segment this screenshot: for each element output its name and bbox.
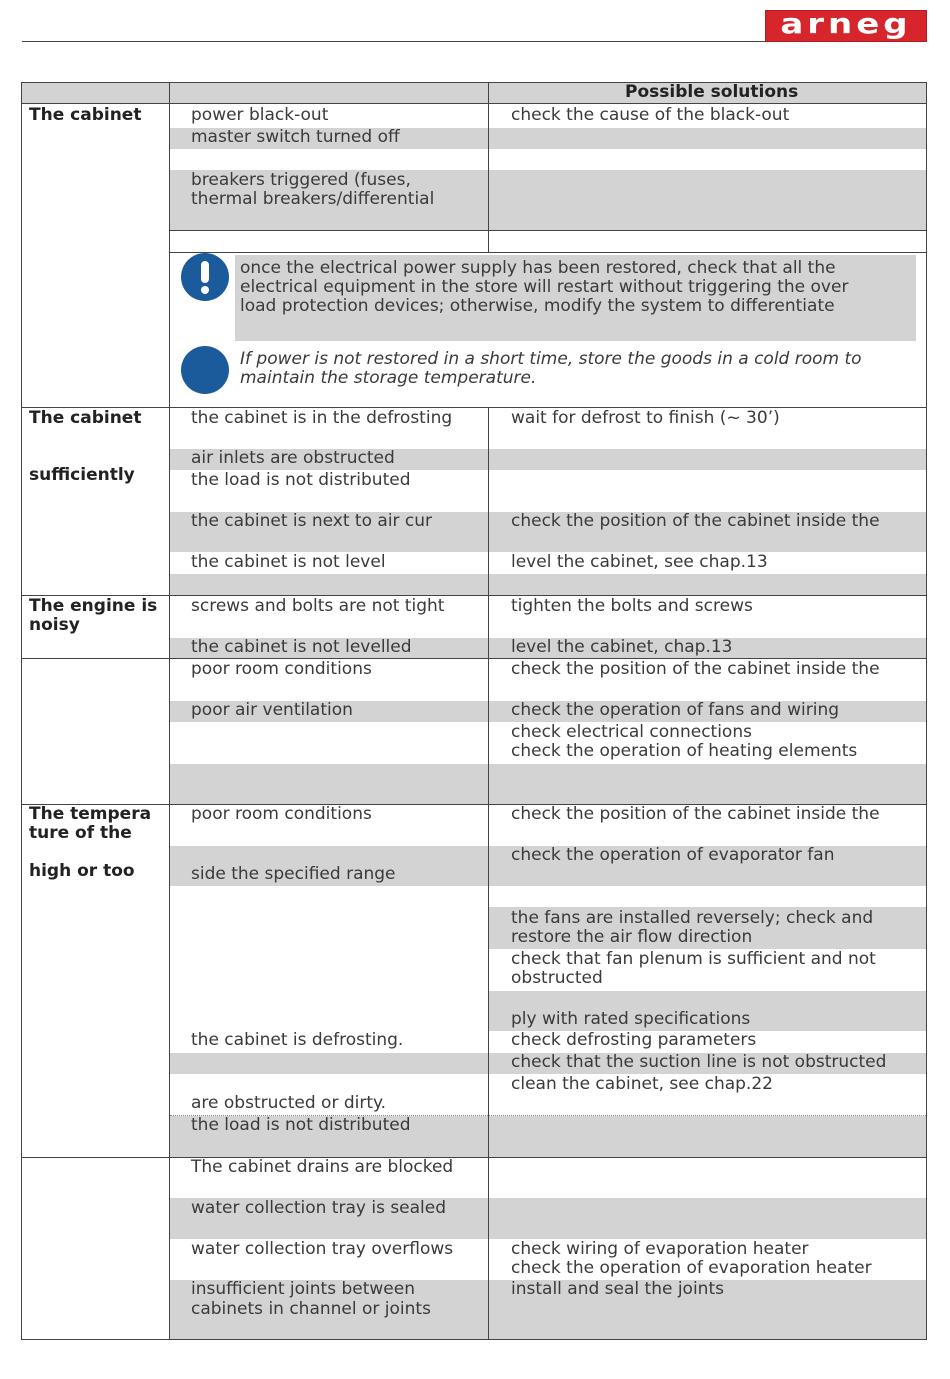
cause-text: the cabinet is not levelled bbox=[191, 637, 412, 657]
brand-logo: arneg bbox=[765, 10, 927, 42]
cause-text: the cabinet is defrosting. bbox=[191, 1030, 404, 1050]
solution-text: check that the suction line is not obstructed bbox=[511, 1052, 887, 1072]
solution-text: check the position of the cabinet inside the bbox=[511, 804, 880, 824]
solution-text: check that fan plenum is sufficient and not bbox=[511, 949, 876, 969]
solution-text: check the operation of fans and wiring bbox=[511, 700, 840, 720]
solution-text: check the operation of evaporation heater bbox=[511, 1258, 872, 1278]
warning-text: once the electrical power supply has been restored, check that all the bbox=[240, 258, 836, 278]
cause-text: master switch turned off bbox=[191, 127, 400, 147]
cause-text: the cabinet is in the defrosting bbox=[191, 408, 453, 428]
cause-text: poor room conditions bbox=[191, 659, 372, 679]
cause-text: thermal breakers/differential bbox=[191, 189, 435, 209]
header-rule bbox=[22, 41, 765, 42]
solution-text: install and seal the joints bbox=[511, 1279, 724, 1299]
problem-label: The cabinet bbox=[29, 105, 142, 125]
cause-text: insufficient joints between bbox=[191, 1279, 415, 1299]
solution-text: restore the air flow direction bbox=[511, 927, 753, 947]
cause-text: The cabinet drains are blocked bbox=[191, 1157, 454, 1177]
problem-label: noisy bbox=[29, 615, 80, 635]
cause-text: breakers triggered (fuses, bbox=[191, 170, 411, 190]
cause-text: screws and bolts are not tight bbox=[191, 596, 445, 616]
cause-text: side the specified range bbox=[191, 864, 396, 884]
solution-text: check the cause of the black-out bbox=[511, 105, 790, 125]
solution-text: check the position of the cabinet inside the bbox=[511, 511, 880, 531]
solution-text: check the position of the cabinet inside the bbox=[511, 659, 880, 679]
cause-text: cabinets in channel or joints bbox=[191, 1299, 431, 1319]
solution-text: check wiring of evaporation heater bbox=[511, 1239, 809, 1259]
problem-label: sufficiently bbox=[29, 465, 135, 485]
solution-text: tighten the bolts and screws bbox=[511, 596, 753, 616]
solution-text: level the cabinet, see chap.13 bbox=[511, 552, 768, 572]
warning-text: load protection devices; otherwise, modify the system to differentiate bbox=[240, 296, 835, 316]
info-circle-icon bbox=[181, 346, 229, 394]
solution-text: check the operation of heating elements bbox=[511, 741, 858, 761]
solution-text: wait for defrost to finish (~ 30’) bbox=[511, 408, 780, 428]
solution-text: check the operation of evaporator fan bbox=[511, 845, 835, 865]
cause-text: the cabinet is not level bbox=[191, 552, 386, 572]
note-text: maintain the storage temperature. bbox=[240, 368, 537, 388]
warning-text: electrical equipment in the store will restart without triggering the over bbox=[240, 277, 849, 297]
cause-text: poor room conditions bbox=[191, 804, 372, 824]
cause-text: air inlets are obstructed bbox=[191, 448, 395, 468]
problem-label: The tempera bbox=[29, 804, 152, 824]
problem-label: high or too bbox=[29, 861, 135, 881]
cause-text: water collection tray is sealed bbox=[191, 1198, 447, 1218]
warning-exclamation-icon bbox=[181, 253, 229, 301]
solution-text: clean the cabinet, see chap.22 bbox=[511, 1074, 773, 1094]
problem-label: The engine is bbox=[29, 596, 158, 616]
cause-text: power black-out bbox=[191, 105, 329, 125]
solution-text: ply with rated specifications bbox=[511, 1009, 751, 1029]
cause-text: poor air ventilation bbox=[191, 700, 353, 720]
problem-label: The cabinet bbox=[29, 408, 142, 428]
solution-text: level the cabinet, chap.13 bbox=[511, 637, 733, 657]
solution-text: check electrical connections bbox=[511, 722, 752, 742]
cause-text: are obstructed or dirty. bbox=[191, 1093, 387, 1113]
header-possible-solutions: Possible solutions bbox=[625, 82, 799, 102]
solution-text: obstructed bbox=[511, 968, 603, 988]
solution-text: the fans are installed reversely; check and bbox=[511, 908, 874, 928]
problem-label: ture of the bbox=[29, 823, 132, 843]
cause-text: the load is not distributed bbox=[191, 470, 411, 490]
solution-text: check defrosting parameters bbox=[511, 1030, 757, 1050]
cause-text: water collection tray overflows bbox=[191, 1239, 454, 1259]
note-text: If power is not restored in a short time, store the goods in a cold room to bbox=[240, 349, 862, 369]
cause-text: the cabinet is next to air cur bbox=[191, 511, 433, 531]
cause-text: the load is not distributed bbox=[191, 1115, 411, 1135]
